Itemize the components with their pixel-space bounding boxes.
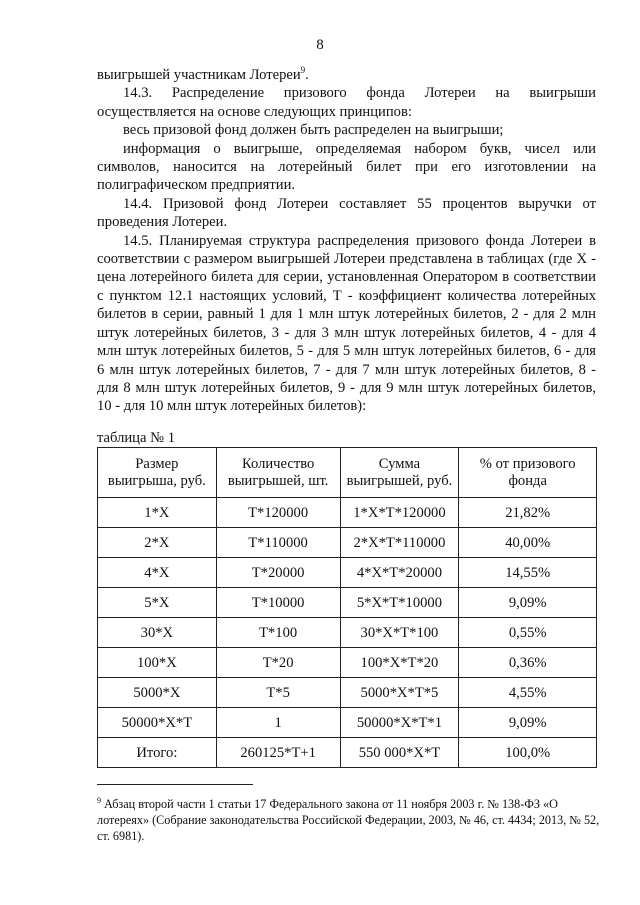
table-cell: 550 000*Х*Т: [340, 738, 459, 768]
table-cell: Т*100: [216, 618, 340, 648]
table-cell: Т*20000: [216, 558, 340, 588]
paragraph: 14.4. Призовой фонд Лотереи составляет 55 процентов выручки от проведения Лотереи.: [97, 195, 596, 231]
table-cell: 5000*Х: [98, 678, 217, 708]
table-cell: 5000*Х*Т*5: [340, 678, 459, 708]
table-cell: 1: [216, 708, 340, 738]
table-cell: 100*Х*Т*20: [340, 648, 459, 678]
table-cell: 100*Х: [98, 648, 217, 678]
table-cell: 50000*Х*Т: [98, 708, 217, 738]
table-cell: 0,36%: [459, 648, 597, 678]
table-cell: Т*120000: [216, 498, 340, 528]
table-cell: 50000*Х*Т*1: [340, 708, 459, 738]
table-cell: 30*Х*Т*100: [340, 618, 459, 648]
footnote-ref: 9: [300, 65, 306, 76]
column-header: % от призового фонда: [459, 448, 597, 498]
table-cell: 4*Х: [98, 558, 217, 588]
table-cell: 40,00%: [459, 528, 597, 558]
table-row: [98, 588, 597, 618]
paragraph: информация о выигрыше, определяемая набором букв, чисел или символов, наносится на лотерейный билет при его изготовлении на полиграфическом предприятии.: [97, 140, 596, 194]
table-cell: 5*Х*Т*10000: [340, 588, 459, 618]
table-row: [98, 498, 597, 528]
table-header-row: [98, 448, 597, 498]
table-cell: Т*110000: [216, 528, 340, 558]
table-cell: 4*Х*Т*20000: [340, 558, 459, 588]
table-cell: 21,82%: [459, 498, 597, 528]
paragraph: 14.5. Планируемая структура распределения призового фонда Лотереи в соответствии с размером выигрышей Лотереи представлена в таблицах (где Х - цена лотерейного билета для серии, установленная Оператором в соответствии с пунктом 12.1 настоящих условий, Т - коэффициент количества лотерейных билетов в серии, равный 1 для 1 млн штук лотерейных билетов, 2 - для 2 млн штук лотерейных билетов, 3 - для 3 млн штук лотерейных билетов, 4 - для 4 млн штук лотерейных билетов, 5 - для 5 млн штук лотерейных билетов, 6 - для 6 млн штук лотерейных билетов, 7 - для 7 млн штук лотерейных билетов, 8 - для 8 млн штук лотерейных билетов, 9 - для 9 млн штук лотерейных билетов, 10 - для 10 млн штук лотерейных билетов):: [97, 232, 596, 415]
table-cell: 30*Х: [98, 618, 217, 648]
body-text: [97, 66, 596, 416]
table-cell: 1*Х: [98, 498, 217, 528]
table-row: [98, 558, 597, 588]
column-header: Сумма выигрышей, руб.: [340, 448, 459, 498]
footnote-text: Абзац второй части 1 статьи 17 Федерального закона от 11 ноября 2003 г. № 138-ФЗ «О лотереях» (Собрание законодательства Российской Федерации, 2003, № 46, ст. 4434; 2013, № 52, ст. 6981).: [97, 797, 600, 843]
table-cell: 1*Х*Т*120000: [340, 498, 459, 528]
table-row: [98, 678, 597, 708]
table-cell: 9,09%: [459, 588, 597, 618]
footnote-divider: [97, 784, 253, 785]
table-cell: Т*5: [216, 678, 340, 708]
page-number: 8: [316, 37, 324, 53]
table-cell: 2*Х: [98, 528, 217, 558]
table-cell: Т*10000: [216, 588, 340, 618]
table-cell: 5*Х: [98, 588, 217, 618]
table-cell: Итого:: [98, 738, 217, 768]
footnote-marker: 9: [97, 795, 101, 805]
paragraph: 14.3. Распределение призового фонда Лотереи на выигрыши осуществляется на основе следующих принципов:: [97, 85, 596, 120]
table-row: [98, 648, 597, 678]
table-cell: 2*Х*Т*110000: [340, 528, 459, 558]
table-cell: 0,55%: [459, 618, 597, 648]
table-row: [98, 528, 597, 558]
table-caption: таблица № 1: [97, 430, 175, 446]
column-header: Количество выигрышей, шт.: [216, 448, 340, 498]
table-cell: 4,55%: [459, 678, 597, 708]
table-total-row: [98, 738, 597, 768]
prize-distribution-table: [97, 447, 597, 768]
table-cell: 260125*Т+1: [216, 738, 340, 768]
table-row: [98, 708, 597, 738]
table-row: [98, 618, 597, 648]
table-cell: 100,0%: [459, 738, 597, 768]
paragraph: весь призовой фонд должен быть распределен на выигрыши;: [123, 122, 504, 139]
footnote: [97, 796, 602, 844]
column-header: Размер выигрыша, руб.: [98, 448, 217, 498]
table-cell: 9,09%: [459, 708, 597, 738]
table-cell: 14,55%: [459, 558, 597, 588]
table-cell: Т*20: [216, 648, 340, 678]
paragraph: выигрышей участникам Лотереи$^9$.: [97, 65, 309, 83]
